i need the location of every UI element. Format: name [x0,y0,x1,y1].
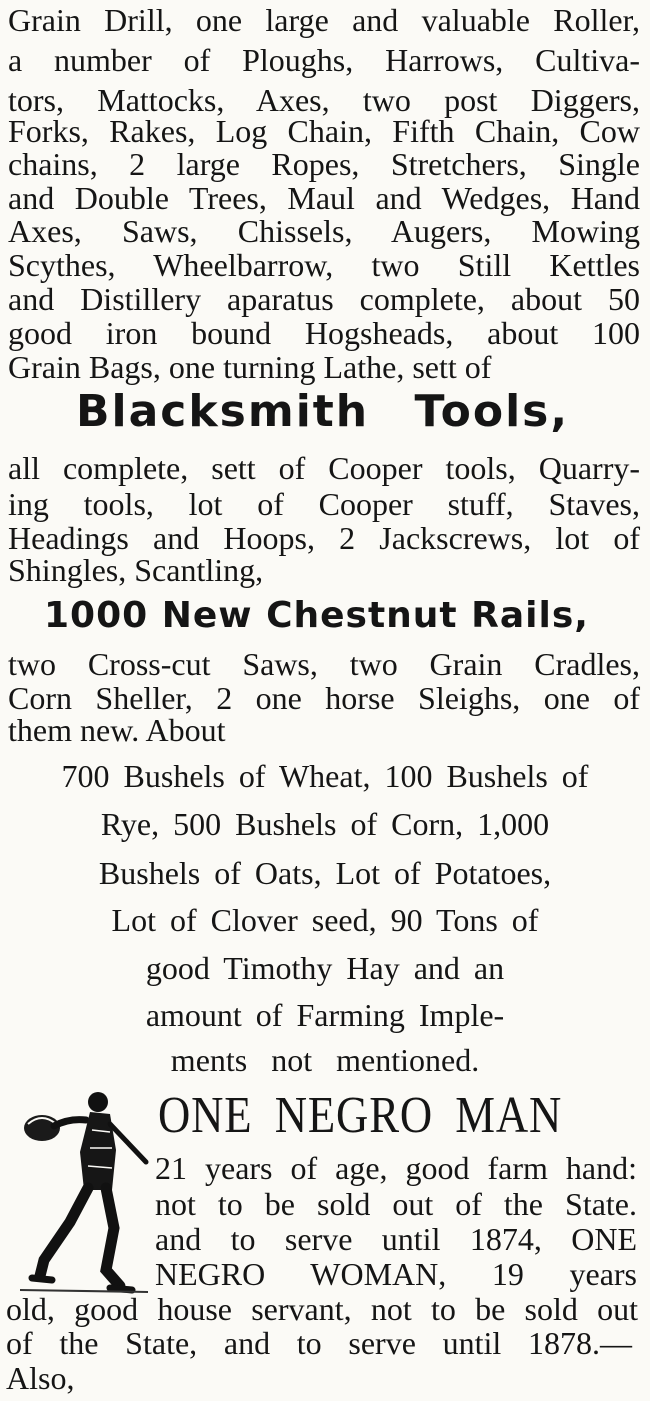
heading-one-negro-man: ONE NEGRO MAN [158,1087,563,1144]
text-line: 21 years of age, good farm hand: [155,1150,637,1186]
text-line: and Double Trees, Maul and Wedges, Hand [8,180,640,216]
centered-line: ments not mentioned. [170,1042,480,1078]
heading-chestnut-rails: 1000 New Chestnut Rails, [44,595,589,636]
text-line: Axes, Saws, Chissels, Augers, Mowing [8,213,640,249]
text-line: Shingles, Scantling, [8,552,264,588]
running-man-illustration [14,1090,154,1295]
text-line: Forks, Rakes, Log Chain, Fifth Chain, Cow [8,113,640,149]
text-line: of the State, and to serve until 1878.— [6,1325,632,1361]
text-line: Scythes, Wheelbarrow, two Still Kettles [8,247,640,283]
text-line: and Distillery aparatus complete, about 50 [8,281,640,317]
text-line: Grain Bags, one turning Lathe, sett of [8,349,492,385]
text-line: Corn Sheller, 2 one horse Sleighs, one of [8,680,640,716]
centered-line: good Timothy Hay and an [145,950,505,986]
text-line: not to be sold out of the State. [155,1186,637,1222]
text-line: two Cross-cut Saws, two Grain Cradles, [8,646,640,682]
text-line: ing tools, lot of Cooper stuff, Staves, [8,486,640,522]
text-line: and to serve until 1874, ONE [155,1221,637,1257]
heading-blacksmith-tools: Blacksmith Tools, [76,386,570,437]
centered-line: Bushels of Oats, Lot of Potatoes, [98,855,552,891]
text-line: good iron bound Hogsheads, about 100 [8,315,640,351]
text-line: NEGRO WOMAN, 19 years [155,1256,637,1292]
text-line: chains, 2 large Ropes, Stretchers, Single [8,146,640,182]
text-line: tors, Mattocks, Axes, two post Diggers, [8,82,640,118]
text-line: Headings and Hoops, 2 Jackscrews, lot of [8,520,640,556]
text-line: all complete, sett of Cooper tools, Quarry- [8,450,640,486]
text-line: old, good house servant, not to be sold out [6,1291,638,1327]
text-line: Also, [6,1360,75,1396]
centered-line: Rye, 500 Bushels of Corn, 1,000 [100,806,550,842]
text-line: a number of Ploughs, Harrows, Cultiva- [8,42,640,78]
centered-line: 700 Bushels of Wheat, 100 Bushels of [61,758,589,794]
text-line: them new. About [8,712,226,748]
text-line: Grain Drill, one large and valuable Roller, [8,2,640,38]
centered-line: amount of Farming Imple- [145,997,505,1033]
centered-line: Lot of Clover seed, 90 Tons of [111,902,539,938]
